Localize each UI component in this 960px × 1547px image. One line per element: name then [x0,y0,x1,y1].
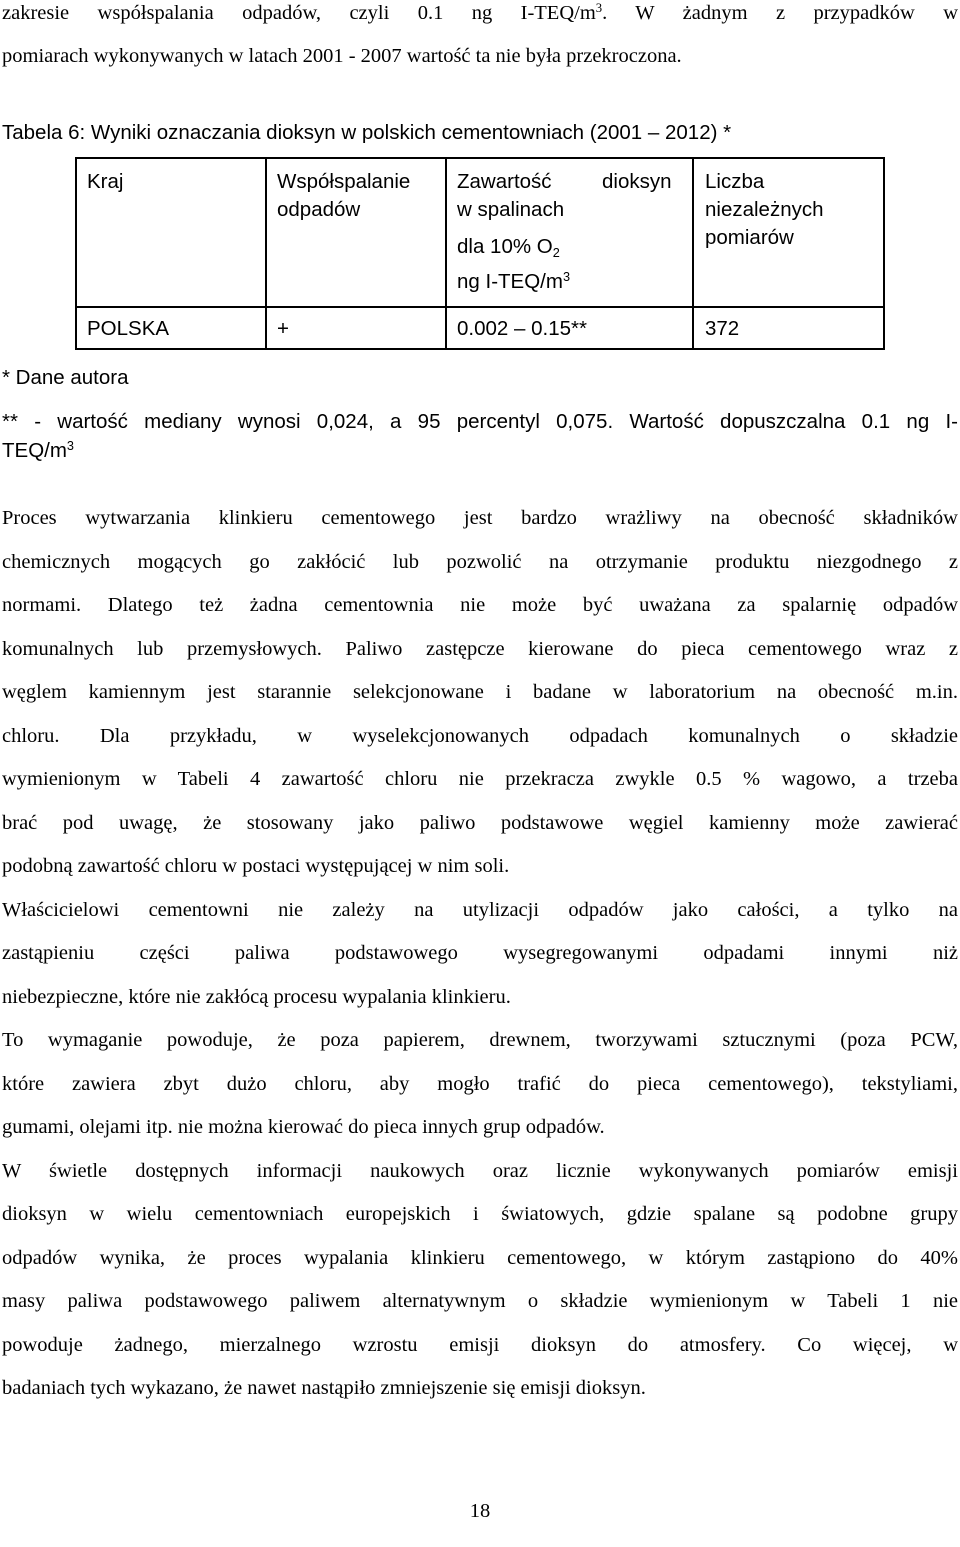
text-line: gumami, olejami itp. nie można kierować do pieca innych grup odpadów. [2,1116,605,1138]
header-zawartosc-line: dioksyn [602,170,672,193]
text-line: podobną zawartość chloru w postaci występującej w nim soli. [2,855,510,877]
text-line: zakresie współspalania odpadów, czyli 0.1 ng $I-TEQ/m^3$. W żadnym z przypadków w [2,1,959,24]
text-line: które zawiera zbyt dużo chloru, aby mogło trafić do pieca cementowego), tekstyliami, [2,1073,958,1095]
cell-zawartosc: 0.002 – 0.15** [457,317,587,340]
text-line: masy paliwa podstawowego paliwem alternatywnym o składzie wymienionym w Tabeli 1 nie [2,1290,958,1312]
text-line: wymienionym w Tabeli 4 zawartość chloru nie przekracza zwykle 0.5 % wagowo, a trzeba [2,768,958,790]
text-line: odpadów wynika, że proces wypalania klinkieru cementowego, w którym zastąpiono do 40% [2,1247,958,1269]
text-line: normami. Dlatego też żadna cementownia nie może być uważana za spalarnię odpadów [2,594,958,616]
header-liczba-line: Liczba [705,170,765,193]
text-line: powoduje żadnego, mierzalnego wzrostu emisji dioksyn do atmosfery. Co więcej, w [2,1334,958,1356]
header-liczba-line: niezależnych [705,198,824,221]
text-line: zastąpieniu części paliwa podstawowego wysegregowanymi odpadami innymi niż [2,942,958,964]
text-line: To wymaganie powoduje, że poza papierem, drewnem, tworzywami sztucznymi (poza PCW, [2,1029,958,1051]
text-line: komunalnych lub przemysłowych. Paliwo zastępcze kierowane do pieca cementowego wraz z [2,638,958,660]
page-number: 18 [469,1500,491,1522]
cell-wspolspalanie: + [277,317,289,340]
header-zawartosc-line: ng $I-TEQ/m^3$ [457,269,571,293]
header-wspolspalanie-line: Współspalanie [277,170,411,193]
text-line: niebezpieczne, które nie zakłócą procesu wypalania klinkieru. [2,986,511,1008]
header-zawartosc-line: w spalinach [457,198,565,221]
text-line: Właścicielowi cementowni nie zależy na utylizacji odpadów jako całości, a tylko na [2,899,958,921]
text-line: chemicznych mogących go zakłócić lub pozwolić na otrzymanie produktu niezgodnego z [2,551,958,573]
text-line: dioksyn w wielu cementowniach europejskich i światowych, gdzie spalane są podobne grupy [2,1203,958,1225]
text-line: Proces wytwarzania klinkieru cementowego jest bardzo wrażliwy na obecność składników [2,507,958,529]
table-caption: Tabela 6: Wyniki oznaczania dioksyn w polskich cementowniach (2001 – 2012) * [2,121,732,144]
footnote-median: ** - wartość mediany wynosi 0,024, a 95 percentyl 0,075. Wartość dopuszczalna 0.1 ng I- [2,410,958,433]
text-line: W świetle dostępnych informacji naukowych oraz licznie wykonywanych pomiarów emisji [2,1160,958,1182]
text-line: węglem kamiennym jest starannie selekcjonowane i badane w laboratorium na obecność m.in. [2,681,958,703]
footnote-median: TEQ/$m^3$ [2,438,74,462]
header-zawartosc-line: dla 10% $O_2$ [457,235,560,260]
header-zawartosc-line: Zawartość [457,170,552,193]
text-line: chloru. Dla przykładu, w wyselekcjonowanych odpadach komunalnych o składzie [2,725,958,747]
text-line: brać pod uwagę, że stosowany jako paliwo podstawowe węgiel kamienny może zawierać [2,812,958,834]
footnote-source: * Dane autora [2,366,129,389]
header-wspolspalanie-line: odpadów [277,198,361,221]
cell-kraj: POLSKA [87,317,170,340]
text-line: pomiarach wykonywanych w latach 2001 - 2007 wartość ta nie była przekroczona. [2,45,682,67]
header-kraj: Kraj [87,170,124,193]
cell-liczba: 372 [705,317,740,340]
header-liczba-line: pomiarów [705,226,794,249]
text-line: badaniach tych wykazano, że nawet nastąpiło zmniejszenie się emisji dioksyn. [2,1377,646,1399]
